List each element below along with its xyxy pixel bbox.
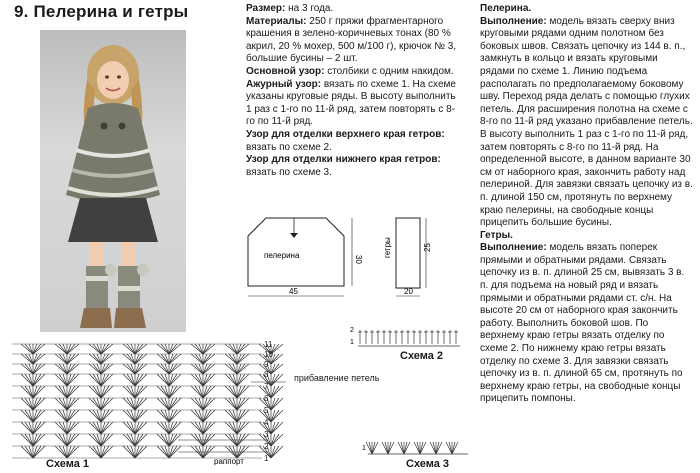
cape-height: 30 bbox=[354, 255, 363, 264]
stitch-mark bbox=[93, 344, 101, 354]
stitch-mark bbox=[420, 442, 426, 454]
scheme-1-chart bbox=[6, 334, 296, 469]
materials-label: Материалы: bbox=[246, 15, 307, 27]
bottom-edge-paragraph bbox=[246, 154, 462, 179]
stitch-mark bbox=[59, 364, 67, 374]
stitch-mark bbox=[25, 422, 33, 434]
scheme-3-stitches bbox=[366, 442, 468, 454]
stitch-mark bbox=[67, 446, 75, 458]
stitch-mark bbox=[271, 364, 279, 374]
stitch-mark bbox=[229, 386, 237, 398]
stitch-mark bbox=[237, 422, 245, 434]
pattern-pieces bbox=[244, 210, 464, 310]
stitch-mark bbox=[169, 434, 177, 446]
stitch-mark bbox=[93, 398, 101, 410]
cape-instructions bbox=[480, 16, 694, 230]
stitch-mark bbox=[101, 398, 109, 410]
stitch-mark bbox=[33, 410, 41, 422]
repeat-label: раппорт bbox=[214, 457, 244, 466]
stitch-mark bbox=[25, 434, 33, 446]
stitch-mark bbox=[161, 354, 169, 364]
stitch-mark bbox=[452, 442, 458, 454]
stitch-mark bbox=[101, 410, 109, 422]
stitch-mark bbox=[127, 344, 135, 354]
stitch-mark bbox=[127, 422, 135, 434]
bottom-edge-label: Узор для отделки нижнего края гетров: bbox=[246, 154, 441, 166]
stitch-mark bbox=[195, 422, 203, 434]
stitch-mark bbox=[237, 344, 245, 354]
stitch-mark bbox=[127, 434, 135, 446]
row-number-6: 6 bbox=[264, 394, 269, 403]
gaiter-width: 20 bbox=[404, 287, 413, 296]
stitch-mark bbox=[369, 442, 372, 454]
stitch-mark bbox=[229, 344, 237, 354]
stitch-mark bbox=[420, 442, 423, 454]
stitch-mark bbox=[203, 410, 211, 422]
stitch-mark bbox=[169, 446, 177, 458]
stitch-mark bbox=[161, 446, 169, 458]
scheme-3-chart bbox=[360, 438, 470, 458]
stitch-mark bbox=[93, 374, 101, 386]
stitch-mark bbox=[25, 398, 33, 410]
stitch-mark bbox=[161, 398, 169, 410]
stitch-mark bbox=[59, 422, 67, 434]
stitch-mark bbox=[135, 344, 143, 354]
top-edge-label: Узор для отделки верхнего края гетров: bbox=[246, 128, 445, 140]
stitch-mark bbox=[161, 344, 169, 354]
model-photo bbox=[40, 30, 186, 332]
stitch-mark bbox=[135, 422, 143, 434]
stitch-mark bbox=[203, 398, 211, 410]
stitch-mark bbox=[229, 422, 237, 434]
stitch-mark bbox=[67, 374, 75, 386]
stitch-mark bbox=[127, 364, 135, 374]
stitch-mark bbox=[25, 386, 33, 398]
stitch-mark bbox=[203, 354, 211, 364]
stitch-mark bbox=[271, 422, 279, 434]
stitch-mark bbox=[237, 386, 245, 398]
stitch-mark bbox=[59, 398, 67, 410]
scheme-2-row-1: 1 bbox=[350, 339, 354, 346]
stitch-mark bbox=[101, 446, 109, 458]
scheme-2-stitches bbox=[358, 330, 460, 346]
stitch-mark bbox=[101, 374, 109, 386]
stitch-mark bbox=[366, 442, 372, 454]
stitch-mark bbox=[135, 446, 143, 458]
stitch-mark bbox=[93, 434, 101, 446]
stitch-mark bbox=[237, 374, 245, 386]
scheme-3-row-1: 1 bbox=[362, 445, 366, 452]
stitch-mark bbox=[388, 442, 391, 454]
row-number-3: 3 bbox=[264, 430, 269, 439]
stitch-mark bbox=[93, 446, 101, 458]
scheme-3-label: Схема 3 bbox=[406, 458, 450, 470]
row-number-2: 2 bbox=[264, 442, 269, 451]
stitch-mark bbox=[127, 410, 135, 422]
row-number-4: 4 bbox=[264, 418, 269, 427]
stitch-mark bbox=[271, 434, 279, 446]
stitch-mark bbox=[25, 344, 33, 354]
stitch-mark bbox=[436, 442, 439, 454]
stitch-mark bbox=[385, 442, 388, 454]
cape-pattern bbox=[248, 218, 363, 296]
bottom-edge-value: вязать по схеме 3. bbox=[246, 166, 332, 178]
stitch-mark bbox=[67, 410, 75, 422]
stitch-mark bbox=[33, 446, 41, 458]
stitch-mark bbox=[127, 374, 135, 386]
stitch-mark bbox=[135, 386, 143, 398]
main-pattern-label: Основной узор: bbox=[246, 65, 325, 77]
stitch-mark bbox=[382, 442, 388, 454]
gaiters-exec-value: модель вязать поперек прямыми и обратными рядами. Связать цепочку из в. п. длиной 25 см, вывязать 3 в. п. для подъема на новый ряд и вязать прямыми и обратными рядами ст. с/н. На высоте 20 см от наборного края закончить работу. Выполнить боковой шов. По верхнему краю гетры вязать отделку по схеме 2. По нижнему краю гетры вязать отделку по схеме 3. Для завязки связать цепочку из в. п. длиной 65 см, протянуть по верхнему краю гетры, на свободные концы прицепить помпоны. bbox=[480, 242, 685, 405]
stitch-mark bbox=[93, 364, 101, 374]
stitch-mark bbox=[33, 386, 41, 398]
stitch-mark bbox=[237, 410, 245, 422]
stitch-mark bbox=[135, 364, 143, 374]
stitch-mark bbox=[25, 410, 33, 422]
stitch-mark bbox=[127, 398, 135, 410]
stitch-mark bbox=[59, 446, 67, 458]
lace-pattern-label: Ажурный узор: bbox=[246, 78, 322, 90]
stitch-mark bbox=[229, 354, 237, 364]
lace-pattern-value: вязать по схеме 1. На схеме указаны круговые ряды. В высоту выполнить 1 раз с 1-го по 11-й ряд, затем повторять с 8-го по 11-й ряд. bbox=[246, 78, 456, 128]
main-pattern-value: столбики с одним накидом. bbox=[324, 65, 454, 77]
materials-value: 250 г пряжи фрагментарного крашения в зелено-коричневых тонах (80 % акрил, 20 % мохер, 500 м/100 г), крючок № 3, большие бусины – 2 шт. bbox=[246, 15, 457, 65]
stitch-mark bbox=[67, 344, 75, 354]
stitch-mark bbox=[67, 364, 75, 374]
stitch-mark bbox=[398, 442, 404, 454]
stitch-mark bbox=[59, 410, 67, 422]
stitch-mark bbox=[101, 364, 109, 374]
stitch-mark bbox=[25, 446, 33, 458]
stitch-mark bbox=[229, 364, 237, 374]
stitch-mark bbox=[33, 374, 41, 386]
stitch-mark bbox=[446, 442, 452, 454]
size-paragraph bbox=[246, 3, 462, 16]
stitch-mark bbox=[127, 386, 135, 398]
size-value: на 3 года. bbox=[285, 3, 334, 14]
crochet-fans bbox=[21, 344, 283, 458]
stitch-mark bbox=[25, 374, 33, 386]
stitch-mark bbox=[135, 410, 143, 422]
instructions-column bbox=[480, 3, 694, 406]
stitch-mark bbox=[203, 344, 211, 354]
stitch-mark bbox=[33, 434, 41, 446]
stitch-mark bbox=[169, 344, 177, 354]
scheme-1-label: Схема 1 bbox=[46, 458, 90, 470]
stitch-mark bbox=[59, 344, 67, 354]
gaiters-exec-label: Выполнение: bbox=[480, 242, 547, 254]
stitch-mark bbox=[271, 386, 279, 398]
stitch-mark bbox=[195, 410, 203, 422]
cape-exec-label: Выполнение: bbox=[480, 15, 547, 27]
row-number-11: 11 bbox=[264, 340, 273, 349]
stitch-mark bbox=[195, 344, 203, 354]
row-number-8: 8 bbox=[264, 370, 269, 379]
gaiters-heading-text: Гетры. bbox=[480, 229, 513, 241]
row-number-7: 7 bbox=[264, 382, 269, 391]
stitch-mark bbox=[101, 354, 109, 364]
stitch-mark bbox=[101, 344, 109, 354]
stitch-mark bbox=[169, 422, 177, 434]
increase-label: прибавление петель bbox=[294, 373, 380, 383]
stitch-mark bbox=[237, 354, 245, 364]
stitch-mark bbox=[25, 364, 33, 374]
row-number-10: 10 bbox=[264, 350, 273, 359]
scheme-2-row-2: 2 bbox=[350, 327, 354, 334]
gaiter-pattern bbox=[383, 218, 432, 296]
stitch-mark bbox=[169, 374, 177, 386]
stitch-mark bbox=[271, 374, 279, 386]
stitch-mark bbox=[33, 398, 41, 410]
stitch-mark bbox=[135, 354, 143, 364]
stitch-mark bbox=[372, 442, 375, 454]
stitch-mark bbox=[59, 354, 67, 364]
stitch-mark bbox=[161, 374, 169, 386]
stitch-mark bbox=[195, 398, 203, 410]
top-edge-value: вязать по схеме 2. bbox=[246, 141, 332, 153]
stitch-mark bbox=[33, 354, 41, 364]
stitch-mark bbox=[169, 354, 177, 364]
stitch-mark bbox=[404, 442, 410, 454]
stitch-mark bbox=[203, 422, 211, 434]
stitch-mark bbox=[169, 386, 177, 398]
cape-width: 45 bbox=[289, 287, 298, 296]
stitch-mark bbox=[433, 442, 436, 454]
scheme-2-chart bbox=[350, 322, 465, 352]
stitch-mark bbox=[271, 398, 279, 410]
scheme-2-label: Схема 2 bbox=[400, 350, 444, 362]
size-label: Размер: bbox=[246, 3, 286, 14]
stitch-mark bbox=[161, 434, 169, 446]
stitch-mark bbox=[33, 422, 41, 434]
cape-heading-text: Пелерина. bbox=[480, 3, 532, 14]
stitch-mark bbox=[203, 386, 211, 398]
stitch-mark bbox=[271, 410, 279, 422]
stitch-mark bbox=[430, 442, 436, 454]
stitch-mark bbox=[59, 386, 67, 398]
stitch-mark bbox=[67, 422, 75, 434]
stitch-mark bbox=[59, 434, 67, 446]
row-number-1: 1 bbox=[264, 454, 269, 463]
stitch-mark bbox=[93, 422, 101, 434]
stitch-mark bbox=[33, 364, 41, 374]
stitch-mark bbox=[101, 386, 109, 398]
stitch-mark bbox=[135, 398, 143, 410]
stitch-mark bbox=[161, 386, 169, 398]
stitch-mark bbox=[195, 364, 203, 374]
stitch-mark bbox=[195, 354, 203, 364]
gaiter-label: гетры bbox=[383, 237, 392, 258]
main-pattern-paragraph bbox=[246, 66, 462, 79]
stitch-mark bbox=[237, 398, 245, 410]
stitch-mark bbox=[237, 364, 245, 374]
stitch-mark bbox=[203, 364, 211, 374]
stitch-mark bbox=[436, 442, 442, 454]
stitch-mark bbox=[271, 446, 279, 458]
lace-pattern-paragraph bbox=[246, 79, 462, 129]
stitch-mark bbox=[401, 442, 404, 454]
stitch-mark bbox=[195, 386, 203, 398]
stitch-mark bbox=[127, 446, 135, 458]
stitch-mark bbox=[229, 410, 237, 422]
stitch-mark bbox=[229, 398, 237, 410]
stitch-mark bbox=[414, 442, 420, 454]
stitch-mark bbox=[25, 354, 33, 364]
stitch-mark bbox=[101, 434, 109, 446]
gaiters-heading bbox=[480, 230, 694, 243]
stitch-mark bbox=[452, 442, 455, 454]
cape-label: пелерина bbox=[264, 251, 300, 260]
materials-column bbox=[246, 3, 462, 179]
stitch-mark bbox=[59, 374, 67, 386]
stitch-mark bbox=[169, 364, 177, 374]
stitch-mark bbox=[135, 374, 143, 386]
stitch-mark bbox=[67, 398, 75, 410]
stitch-mark bbox=[169, 398, 177, 410]
cape-exec-value: модель вязать сверху вниз круговыми рядами одним полотном без боковых швов. Связать цепочку из 144 в. п., замкнуть в кольцо и вязать круговыми рядами по схеме 1. Линию подъема располагать по предполагаемому боковому шву. Переход ряда делать с помощью глухих петель. Для расширения полотна на схеме с 8-го по 11-й ряд указано прибавление петель. В высоту выполнить 1 раз с 1-го по 11-й ряд, затем повторять с 8-го по 11-й ряд. На определенной высоте, в данном варианте 30 см от наборного края, закончить работу над пелериной. Для завязки связать цепочку из в. п. длиной 150 см, протянуть по верхнему краю пелерины, на свободные концы прицепить большие бусины. bbox=[480, 15, 693, 229]
top-edge-paragraph bbox=[246, 129, 462, 154]
stitch-mark bbox=[135, 434, 143, 446]
cape-heading bbox=[480, 3, 694, 16]
stitch-mark bbox=[229, 374, 237, 386]
stitch-mark bbox=[372, 442, 378, 454]
child-illustration bbox=[40, 30, 186, 332]
stitch-mark bbox=[127, 354, 135, 364]
stitch-mark bbox=[161, 364, 169, 374]
gaiters-instructions bbox=[480, 242, 694, 406]
stitch-mark bbox=[67, 354, 75, 364]
stitch-mark bbox=[417, 442, 420, 454]
stitch-mark bbox=[93, 410, 101, 422]
stitch-mark bbox=[449, 442, 452, 454]
stitch-mark bbox=[67, 386, 75, 398]
stitch-mark bbox=[93, 354, 101, 364]
stitch-mark bbox=[101, 422, 109, 434]
stitch-mark bbox=[161, 410, 169, 422]
stitch-mark bbox=[169, 410, 177, 422]
stitch-mark bbox=[33, 344, 41, 354]
materials-paragraph bbox=[246, 16, 462, 66]
stitch-mark bbox=[93, 386, 101, 398]
stitch-mark bbox=[388, 442, 394, 454]
stitch-mark bbox=[195, 374, 203, 386]
page-title: 9. Пелерина и гетры bbox=[14, 2, 189, 21]
row-number-5: 5 bbox=[264, 406, 269, 415]
gaiter-height: 25 bbox=[423, 243, 432, 252]
stitch-mark bbox=[203, 374, 211, 386]
stitch-mark bbox=[67, 434, 75, 446]
row-number-9: 9 bbox=[264, 360, 269, 369]
stitch-mark bbox=[404, 442, 407, 454]
stitch-mark bbox=[161, 422, 169, 434]
